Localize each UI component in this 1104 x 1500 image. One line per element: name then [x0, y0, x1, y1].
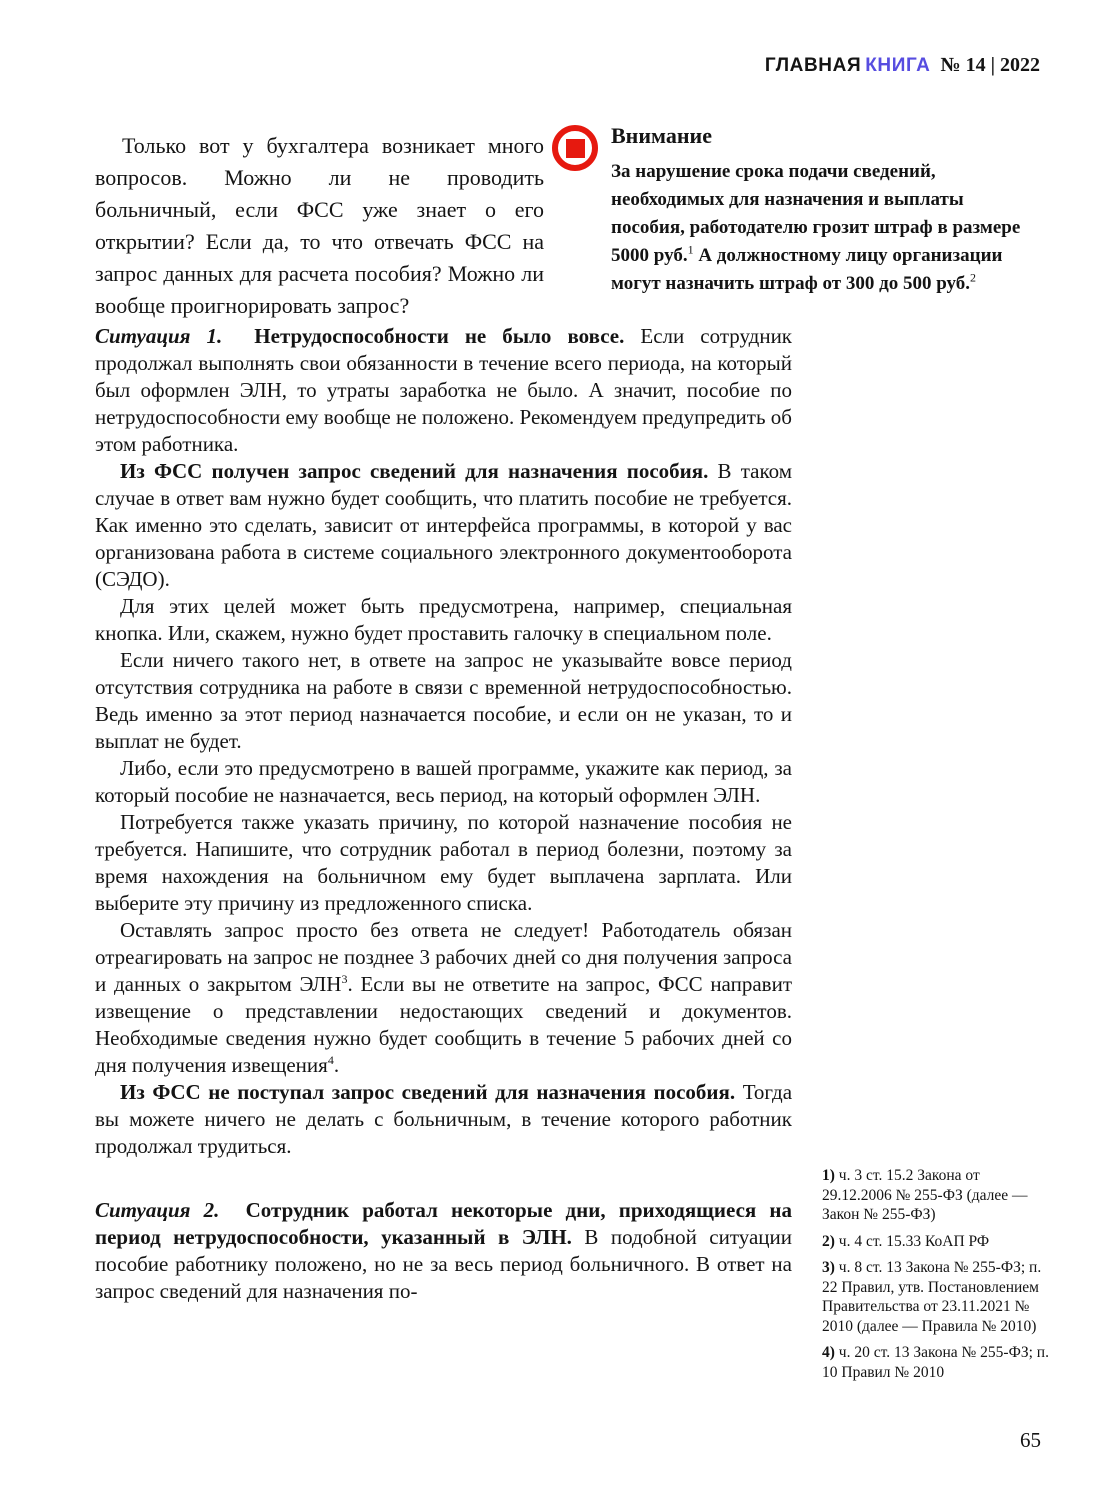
footnote-item-1 — [822, 1166, 1050, 1225]
footnote-ref-1: 1 — [687, 242, 694, 257]
footnote-text-3: ч. 8 ст. 13 Закона № 255-ФЗ; п. 22 Правил, утв. Постановлением Правительства от 23.11.2021 № 2010 (далее — Правила № 2010) — [822, 1259, 1042, 1335]
footnote-ref-3: 3 — [341, 972, 348, 986]
situation-2-title: Сотрудник работал некоторые дни, приходящиеся на период нетрудоспособности, указанный в ЭЛН. — [95, 1198, 792, 1249]
intro-paragraph: Только вот у бухгалтера возникает много вопросов. Можно ли не проводить больничный, если ФСС уже знает о его открытии? Если да, то что отвечать ФСС на запрос данных для расчета пособия? Можно ли вообще проигнорировать запрос? — [95, 133, 544, 318]
footnote-item-4 — [822, 1343, 1050, 1382]
situation-2-text: В подобной ситуации пособие работнику положено, но не за весь период больничного. В ответ на запрос сведений для назначения по- — [95, 1225, 792, 1303]
magazine-issue: № 14 | 2022 — [940, 54, 1040, 76]
magazine-title-accent: КНИГА — [865, 55, 931, 76]
footnote-number-2: 2) — [822, 1232, 835, 1250]
reason-paragraph: Потребуется также указать причину, по которой назначение пособия не требуется. Напишите, что сотрудник работал в период болезни, поэтому за время нахождения на больничном ему будет выплачена зарплата. Или выберите эту причину из предложенного списка. — [95, 810, 792, 915]
footnote-number-1: 1) — [822, 1167, 835, 1184]
deadline-text-b: . Если вы не ответите на запрос, ФСС направит извещение о представлении недостающих сведений и документов. Необходимые сведения нужно будет сообщить в течение 5 рабочих дней со дня получения извещения — [95, 972, 792, 1077]
intro-column — [95, 130, 544, 322]
no-request-paragraph — [95, 1079, 792, 1160]
footnotes-block — [822, 1166, 1050, 1389]
page-number: 65 — [1020, 1428, 1041, 1452]
deadline-text-a: Оставлять запрос просто без ответа не следует! Работодатель обязан отреагировать на запрос не позднее 3 рабочих дней со дня получения запроса и данных о закрытом ЭЛН — [95, 918, 792, 996]
attention-text-part1: За нарушение срока подачи сведений, необходимых для назначения и выплаты пособия, работодателю грозит штраф в размере 5000 руб. — [611, 161, 1021, 266]
no-request-text: Тогда вы можете ничего не делать с больничным, в течение которого работник продолжал трудиться. — [95, 1080, 793, 1158]
deadline-paragraph — [95, 917, 792, 1079]
special-button-paragraph: Для этих целей может быть предусмотрена, например, специальная кнопка. Или, скажем, нужно будет проставить галочку в специальном поле. — [95, 594, 792, 645]
attention-title: Внимание — [611, 123, 712, 148]
footnote-ref-4: 4 — [327, 1053, 334, 1067]
no-request-lead: Из ФСС не поступал запрос сведений для назначения пособия. — [120, 1080, 736, 1104]
footnote-item-3 — [822, 1258, 1050, 1336]
footnote-item-2 — [822, 1232, 1050, 1252]
stop-icon — [552, 125, 598, 171]
situation-1-label: Ситуация 1. — [95, 324, 223, 348]
situation-2-label: Ситуация 2. — [95, 1198, 220, 1222]
attention-content — [611, 123, 1024, 298]
situation-1-title: Нетрудоспособности не было вовсе. — [254, 324, 625, 348]
either-option-paragraph: Либо, если это предусмотрено в вашей программе, укажите как период, за который пособие не назначается, весь период, на который оформлен ЭЛН. — [95, 756, 792, 807]
attention-text-part2: А должностному лицу организации могут назначить штраф от 300 до 500 руб. — [611, 245, 1003, 294]
footnote-text-2: ч. 4 ст. 15.33 КоАП РФ — [838, 1232, 990, 1250]
footnote-ref-2: 2 — [970, 270, 977, 285]
deadline-text-c: . — [333, 1053, 340, 1077]
article-body-column — [95, 323, 792, 1305]
situation-1-paragraph — [95, 323, 792, 458]
attention-text — [611, 158, 1024, 298]
situation-1-text: Если сотрудник продолжал выполнять свои обязанности в течение всего периода, на который был оформлен ЭЛН, то утраты заработка не было. А значит, пособие по нетрудоспособности ему вообще не положено. Рекомендуем предупредить об этом работника. — [95, 324, 793, 456]
request-received-lead: Из ФСС получен запрос сведений для назначения пособия. — [120, 459, 709, 483]
request-received-text: В таком случае в ответ вам нужно будет сообщить, что платить пособие не требуется. Как именно это сделать, зависит от интерфейса программы, в которой у вас организована работа в системе социального электронного документооборота (СЭДО). — [95, 459, 793, 591]
footnote-number-3: 3) — [822, 1259, 835, 1276]
no-period-paragraph: Если ничего такого нет, в ответе на запрос не указывайте вовсе период отсутствия сотрудника на работе в связи с временной нетрудоспособностью. Ведь именно за этот период назначается пособие, и если он не указан, то и выплат не будет. — [95, 648, 792, 753]
request-received-paragraph — [95, 458, 792, 593]
footnote-text-1: ч. 3 ст. 15.2 Закона от 29.12.2006 № 255-ФЗ (далее — Закон № 255-ФЗ) — [822, 1167, 1028, 1223]
magazine-masthead — [765, 54, 1040, 77]
footnote-number-4: 4) — [822, 1344, 835, 1361]
stop-icon-square — [566, 139, 585, 158]
situation-2-paragraph — [95, 1197, 792, 1305]
magazine-title-main: ГЛАВНАЯ — [764, 55, 862, 76]
footnote-text-4: ч. 20 ст. 13 Закона № 255-ФЗ; п. 10 Правил № 2010 — [822, 1344, 1049, 1381]
attention-box — [552, 123, 1024, 298]
